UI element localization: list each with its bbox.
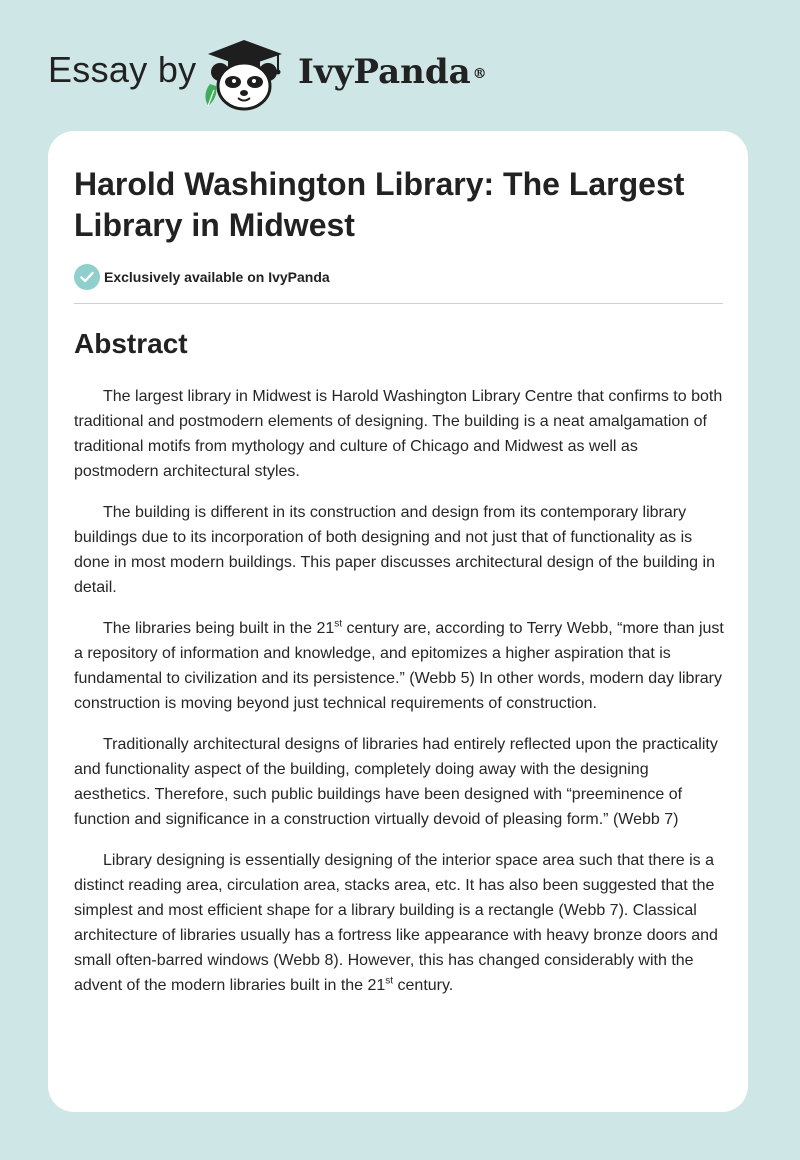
paragraph: The largest library in Midwest is Harold Washington Library Centre that confirms to both traditional and postmodern elements of designing. The building is a neat amalgamation of traditional motifs from mythology and culture of Chicago and Midwest as well as postmodern architectural styles. — [74, 388, 723, 480]
paragraph — [74, 616, 724, 716]
section-heading: Abstract — [74, 328, 188, 359]
essay-by-label: Essay by — [48, 49, 197, 90]
paragraph-text: century. — [393, 977, 454, 994]
ordinal-suffix: st — [334, 618, 343, 630]
check-icon — [74, 264, 100, 290]
essay-card — [48, 131, 748, 1112]
paragraph: Traditionally architectural designs of libraries had entirely reflected upon the practicality and functionality aspect of the building, completely doing away with the designing aesthetics. Therefore, such public buildings have been designed with “preeminence of function and significance in a construction virtually devoid of pleasing form.” (Webb 7) — [74, 736, 718, 828]
registered-mark: ® — [472, 66, 487, 82]
panda-graduate-icon[interactable] — [198, 34, 290, 112]
exclusive-badge-label: Exclusively available on IvyPanda — [104, 269, 330, 285]
brand-text: IvyPanda — [298, 52, 471, 92]
paragraph-text: Library designing is essentially designing of the interior space area such that there is a distinct reading area, circulation area, stacks area, etc. It has also been suggested that the simplest and most efficient shape for a library building is a rectangle (Webb 7). Classical architecture of libraries usually has a fortress like appearance with heavy bronze doors and small often-barred windows (Webb 8). However, this has changed considerably with the advent of the modern libraries built in the 21 — [74, 852, 718, 994]
exclusive-badge — [74, 264, 330, 290]
paragraph: The building is different in its construction and design from its contemporary library buildings due to its incorporation of both designing and not just that of functionality as is done in most modern buildings. This paper discusses architectural design of the building in detail. — [74, 504, 715, 596]
paragraph-text: The libraries being built in the 21 — [103, 620, 335, 637]
essay-body — [74, 384, 724, 1014]
essay-title: Harold Washington Library: The Largest Library in Midwest — [74, 166, 685, 243]
divider — [74, 303, 723, 304]
brand-name[interactable] — [298, 52, 487, 92]
paragraph — [74, 848, 724, 998]
paragraph-text: century are, according to Terry Webb, “more than just a repository of information and knowledge, and epitomizes a higher aspiration that is fundamental to civilization and its persistence.” (Webb 5) In other words, modern day library construction is moving beyond just technical requirements of construction. — [74, 620, 724, 712]
ordinal-suffix: st — [385, 975, 394, 987]
site-header — [0, 0, 800, 130]
